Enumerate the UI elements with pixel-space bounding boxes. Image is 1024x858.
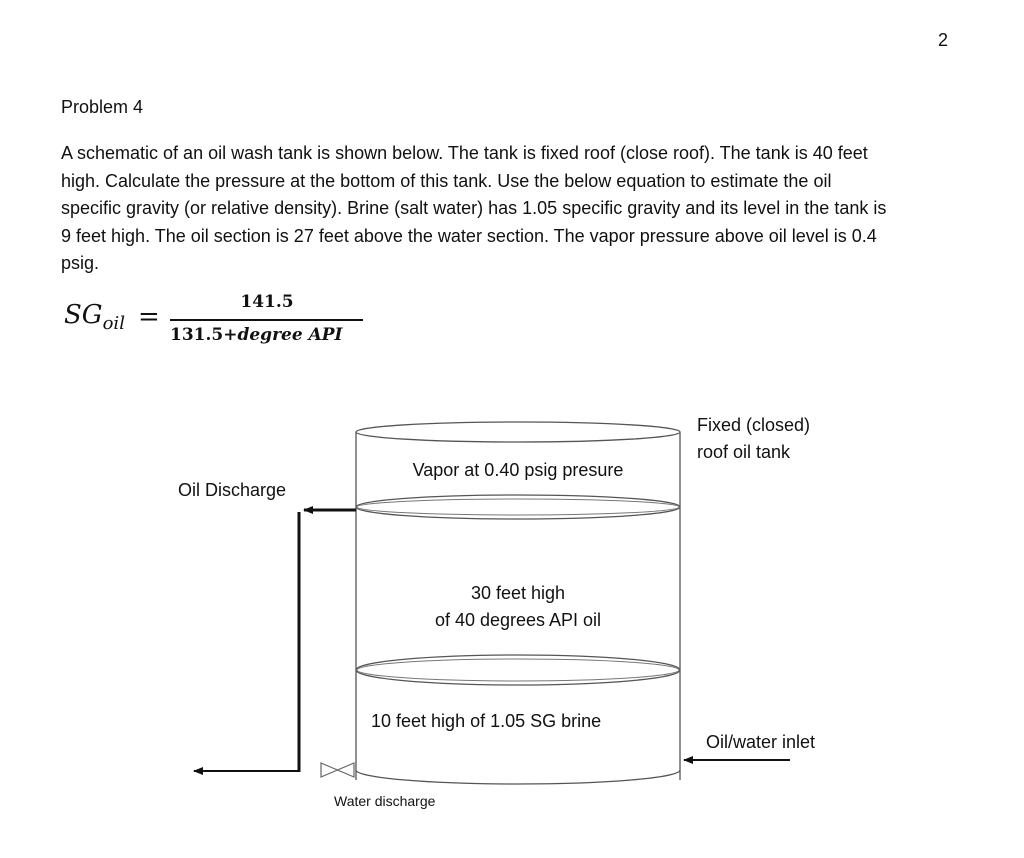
formula-numerator: 141.5 xyxy=(240,292,294,312)
roof-label-line2: roof oil tank xyxy=(697,442,791,462)
oil-section-label xyxy=(356,580,680,634)
tank-bottom-arc xyxy=(356,770,680,784)
problem-line: high. Calculate the pressure at the bottom of this tank. Use the below equation to estimate the oil xyxy=(61,170,832,191)
formula-lhs-sub: oil xyxy=(102,313,125,334)
tank-roof-ellipse xyxy=(356,422,680,442)
brine-label: 10 feet high of 1.05 SG brine xyxy=(371,711,602,731)
oil-brine-interface-inner xyxy=(357,659,679,681)
oil-label-line2: of 40 degrees API oil xyxy=(434,610,602,630)
formula-equals: = xyxy=(138,302,160,332)
inlet-label: Oil/water inlet xyxy=(706,732,816,752)
vapor-oil-interface-inner xyxy=(357,499,679,515)
formula-lhs-base: SG xyxy=(64,300,103,330)
problem-line: A schematic of an oil wash tank is shown below. The tank is fixed roof (close roof). The tank is 40 feet xyxy=(61,143,868,163)
formula-denominator-text: degree API xyxy=(237,325,343,345)
vapor-label: Vapor at 0.40 psig presure xyxy=(412,460,624,480)
page-number: 2 xyxy=(938,30,949,50)
water-discharge-label: Water discharge xyxy=(334,793,436,809)
roof-label xyxy=(697,412,810,466)
problem-line: psig. xyxy=(61,253,100,273)
oil-discharge-label: Oil Discharge xyxy=(178,480,287,500)
water-discharge-valve-icon xyxy=(321,763,354,777)
roof-label-line1: Fixed (closed) xyxy=(697,415,811,435)
problem-line: 9 feet high. The oil section is 27 feet above the water section. The vapor pressure above oil level is 0.4 xyxy=(61,225,877,246)
problem-title: Problem 4 xyxy=(61,97,144,117)
oil-label-line1: 30 feet high xyxy=(470,583,566,603)
problem-line: specific gravity (or relative density). Brine (salt water) has 1.05 specific gravity and its level in the tank is xyxy=(61,198,887,218)
formula-denominator-number: 131.5+ xyxy=(170,325,238,345)
